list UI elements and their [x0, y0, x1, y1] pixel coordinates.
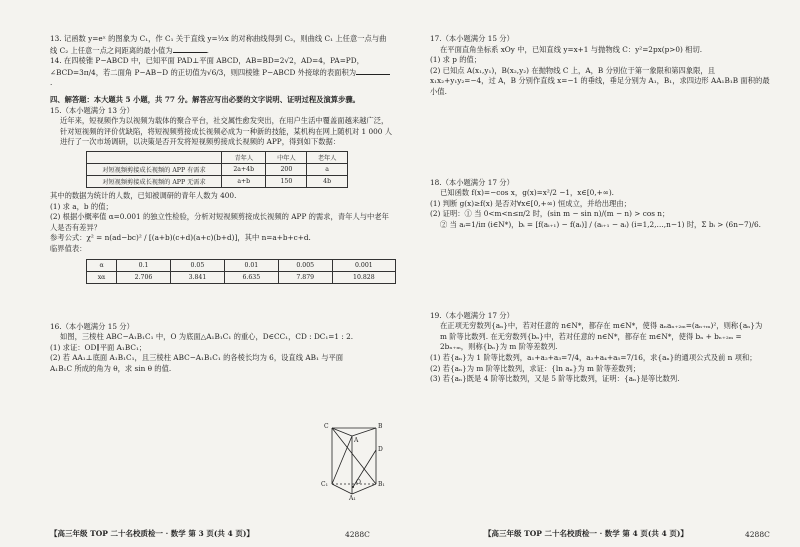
table-row	[87, 271, 396, 283]
table-cell: 2a+4b	[222, 163, 266, 175]
q18-part3: ② 当 aᵢ=1/iπ (i∈N*)，bᵢ = [f(aᵢ₊₁) − f(aᵢ)] / (aᵢ₊₁ − aᵢ) (i=1,2,…,n−1) 时，Σ bᵢ > (6n−7)/6.	[440, 219, 761, 229]
q18-title: 18.（本小题满分 17 分）	[430, 177, 514, 187]
q19-text: 在正项无穷数列{aₙ}中，若对任意的 n∈N*，都存在 m∈N*，使得 aₙaₙ₊₂ₘ=(aₙ₊ₘ)²，则称{aₙ}为 m 阶等比数列. 在无穷数列{bₙ}中，若对任意的 n∈N*，都存在 m∈N*，使得 bₙ + bₙ₊₂ₘ = 2bₙ₊ₘ，则称{bₙ}为 m 阶等差数列.	[440, 321, 763, 352]
fig-label: O	[356, 479, 361, 486]
table-cell: 0.1	[117, 259, 171, 271]
survey-table	[86, 151, 348, 188]
table-cell: 150	[266, 175, 307, 187]
page-footer: 【高三年级 TOP 二十名校质检一 · 数学 第 4 页(共 4 页)】	[484, 529, 688, 538]
table-cell: 7.879	[278, 271, 332, 283]
table-cell: α	[87, 259, 117, 271]
table-cell: 6.635	[224, 271, 278, 283]
critical-value-table	[86, 259, 396, 284]
q17-part1: (1) 求 p 的值；	[430, 55, 482, 65]
critical-value-title: 临界值表：	[50, 243, 87, 253]
page-code: 4288C	[345, 530, 370, 539]
q19-part3: (3) 若{aₙ}既是 4 阶等比数列，又是 5 阶等比数列，证明：{aₙ}是等比数列.	[430, 374, 680, 384]
section-heading: 四、解答题：本大题共 5 小题，共 77 分。解答应写出必要的文字说明、证明过程及演算步骤。	[50, 94, 360, 104]
q19-part2: (2) 若{aₙ}为 m 阶等比数列，求证：{ln aₙ}为 m 阶等差数列；	[430, 363, 641, 373]
table-cell: 3.841	[170, 271, 224, 283]
q18-part1: (1) 判断 g(x)≥f(x) 是否对∀x∈[0,+∞) 恒成立，并给出理由；	[430, 198, 631, 208]
table-header	[87, 151, 222, 163]
q17-text: 在平面直角坐标系 xOy 中，已知直线 y=x+1 与抛物线 C：y²=2px(p>0) 相切.	[440, 44, 703, 54]
table-row	[87, 175, 348, 187]
table-cell: 4b	[307, 175, 348, 187]
q18-text: 已知函数 f(x)=−cos x，g(x)=x²/2 −1，x∈[0,+∞).	[440, 188, 614, 198]
table-cell: 200	[266, 163, 307, 175]
table-cell: 对短视频剪接成长视频的 APP 无需求	[87, 175, 222, 187]
q16-part1: (1) 求证：OD∥平面 A₁BC₁；	[50, 342, 147, 352]
q16-text: 如图，三棱柱 ABC−A₁B₁C₁ 中，O 为底面△A₁B₁C₁ 的重心，D∈CC₁，CD : DC₁=1 : 2.	[60, 332, 354, 342]
fig-label: C₁	[321, 481, 328, 488]
table-cell: a	[307, 163, 348, 175]
table-cell: xα	[87, 271, 117, 283]
question-14: 14. 在四棱锥 P−ABCD 中，已知平面 PAD⊥平面 ABCD，AB=BD=2√2，AD=4，PA=PD，∠BCD=3π/4，若二面角 P−AB−D 的正切值为√6/3，则四棱锥 P−ABCD 外接球的表面积为.	[50, 56, 392, 89]
answer-blank	[173, 45, 207, 53]
table-cell: 0.005	[278, 259, 332, 271]
q18-part2: (2) 证明：① 当 0<m<n≤π/2 时，(sin m − sin n)/(m − n) > cos n；	[430, 209, 670, 219]
table-cell: 0.001	[332, 259, 395, 271]
table-header: 中年人	[266, 151, 307, 163]
table-header: 老年人	[307, 151, 348, 163]
right-page	[410, 0, 800, 547]
prism-figure	[318, 420, 390, 500]
fig-label: B	[378, 423, 383, 430]
page-code: 4288C	[745, 530, 770, 539]
fig-label: B₁	[378, 481, 385, 488]
fig-label: D	[378, 446, 383, 453]
q15-title: 15.（本小题满分 13 分）	[50, 105, 134, 115]
table-row	[87, 259, 396, 271]
table-cell: 10.828	[332, 271, 395, 283]
q17-part2: (2) 已知点 A(x₁,y₁)，B(x₂,y₂) 在抛物线 C 上，A，B 分别位于第一象限和第四象限，且 x₁x₂+y₁y₂=−4，过 A，B 分别作直线 x=−1 的垂线，垂足分别为 A₁，B₁，求四边形 AA₁B₁B 面积的最小值.	[430, 65, 770, 96]
table-row	[87, 163, 348, 175]
q15-note: 其中的数据为统计的人数，已知被调研的青年人数为 400.	[50, 190, 237, 200]
q15-part1: (1) 求 a，b 的值；	[50, 201, 113, 211]
page-footer: 【高三年级 TOP 二十名校质检一 · 数学 第 3 页(共 4 页)】	[50, 529, 254, 538]
table-cell: 对短视频剪接成长视频的 APP 有需求	[87, 163, 222, 175]
question-13: 13. 记函数 y=eˣ 的图象为 C₁，作 C₁ 关于直线 y=½x 的对称曲线得到 C₂，则曲线 C₁ 上任意一点与曲线 C₂ 上任意一点之间距离的最小值为 .	[50, 34, 387, 55]
q17-title: 17.（本小题满分 15 分）	[430, 34, 514, 43]
answer-blank	[356, 67, 390, 75]
fig-label: C	[324, 423, 329, 430]
fig-label: A	[354, 437, 359, 444]
q15-part2: (2) 根据小概率值 α=0.001 的独立性检验，分析对短视频剪接成长视频的 APP 的需求，青年人与中老年人是否有差异？	[50, 212, 389, 232]
table-header: 青年人	[222, 151, 266, 163]
table-cell: 2.706	[117, 271, 171, 283]
q16-title: 16.（本小题满分 15 分）	[50, 321, 134, 331]
q19-part1: (1) 若{aₙ}为 1 阶等比数列，a₁+a₂+a₃=7/4，a₃+a₄+a₅=7/16，求{aₙ}的通项公式及前 n 项和；	[430, 352, 757, 362]
fig-label: A₁	[349, 495, 356, 500]
table-cell: 0.05	[170, 259, 224, 271]
q19-title: 19.（本小题满分 17 分）	[430, 310, 514, 320]
table-cell: a+b	[222, 175, 266, 187]
q16-part2: (2) 若 AA₁⊥底面 A₁B₁C₁，且三棱柱 ABC−A₁B₁C₁ 的各棱长均为 6，设直线 AB₁ 与平面 A₁B₁C 所成的角为 θ，求 sin θ 的值.	[50, 353, 344, 373]
reference-formula: 参考公式：χ² = n(ad−bc)² / [(a+b)(c+d)(a+c)(b+d)]，其中 n=a+b+c+d.	[50, 233, 311, 243]
table-cell: 0.01	[224, 259, 278, 271]
q15-text: 近年来，短视频作为以视频为载体的聚合平台，社交属性愈发突出，在用户生活中覆盖面越来越广泛，针对短视频的评价优缺陷，将短视频剪接成长视频必成为一种新的技能，某机构在网上随机对 1 000 人进行了一次市场调研，以决策是否开发将短视频剪接成长视频的 APP，得到如下数据：	[60, 116, 392, 147]
